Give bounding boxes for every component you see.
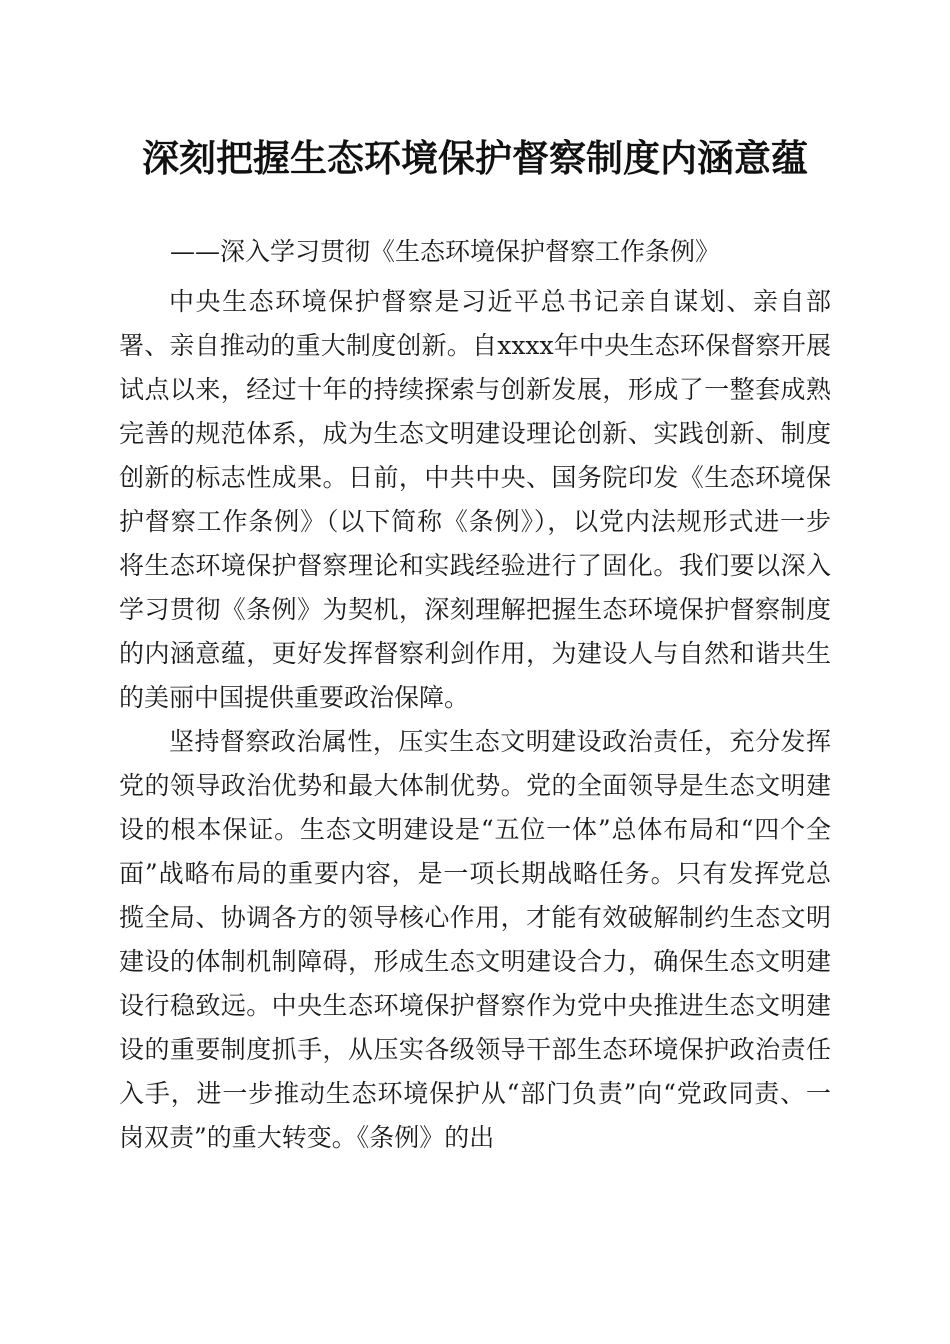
document-title: 深刻把握生态环境保护督察制度内涵意蕴: [142, 136, 808, 180]
document-body: [119, 280, 831, 1160]
paragraph-2: 坚持督察政治属性，压实生态文明建设政治责任，充分发挥党的领导政治优势和最大体制优势。党的全面领导是生态文明建设的根本保证。生态文明建设是“五位一体”总体布局和“四个全面”战略布局的重要内容，是一项长期战略任务。只有发挥党总揽全局、协调各方的领导核心作用，才能有效破解制约生态文明建设的体制机制障碍，形成生态文明建设合力，确保生态文明建设行稳致远。中央生态环境保护督察作为党中央推进生态文明建设的重要制度抓手，从压实各级领导干部生态环境保护政治责任入手，进一步推动生态环境保护从“部门负责”向“党政同责、一岗双责”的重大转变。《条例》的出: [119, 727, 831, 1152]
paragraph-1: 中央生态环境保护督察是习近平总书记亲自谋划、亲自部署、亲自推动的重大制度创新。自xxxx年中央生态环保督察开展试点以来，经过十年的持续探索与创新发展，形成了一整套成熟完善的规范体系，成为生态文明建设理论创新、实践创新、制度创新的标志性成果。日前，中共中央、国务院印发《生态环境保护督察工作条例》（以下简称《条例》），以党内法规形式进一步将生态环境保护督察理论和实践经验进行了固化。我们要以深入学习贯彻《条例》为契机，深刻理解把握生态环境保护督察制度的内涵意蕴，更好发挥督察利剑作用，为建设人与自然和谐共生的美丽中国提供重要政治保障。: [119, 287, 831, 712]
document-subtitle: ——深入学习贯彻《生态环境保护督察工作条例》: [170, 237, 721, 266]
